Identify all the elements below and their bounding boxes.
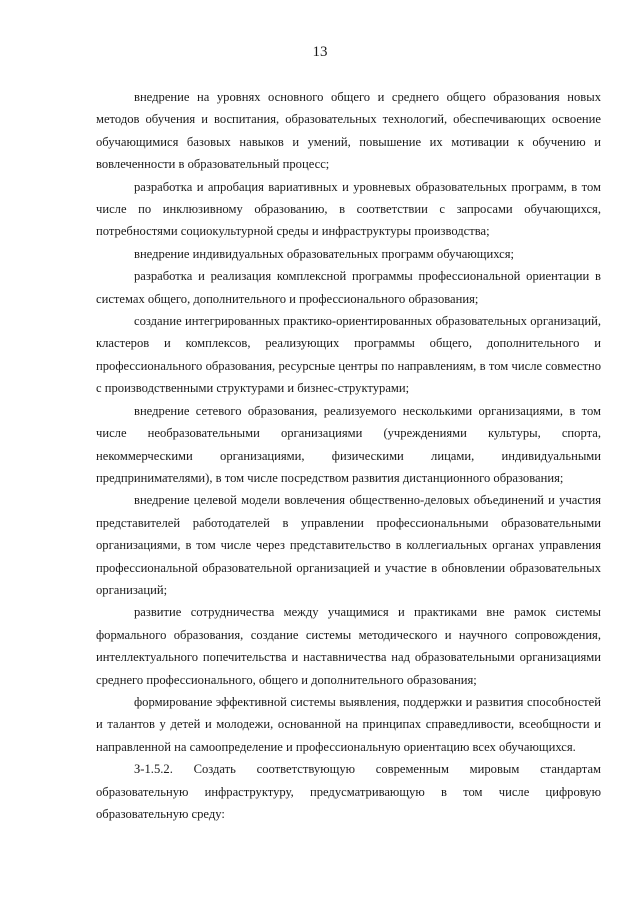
paragraph-7: внедрение целевой модели вовлечения общественно-деловых объединений и участия представителей работодателей в управлении профессиональными образовательными организациями, в том числе через представительство в коллегиальных органах управления профессиональной образовательной организацией и участие в обновлении образовательных организаций; xyxy=(96,493,601,597)
document-body xyxy=(96,86,601,825)
paragraph-10: З-1.5.2. Создать соответствующую современным мировым стандартам образовательную инфраструктуру, предусматривающую в том числе цифровую образовательную среду: xyxy=(96,762,601,821)
paragraph-2: разработка и апробация вариативных и уровневых образовательных программ, в том числе по инклюзивному образованию, в соответствии с запросами обучающихся, потребностями социокультурной среды и инфраструктуры производства; xyxy=(96,179,601,239)
paragraph-8: развитие сотрудничества между учащимися и практиками вне рамок системы формального образования, создание системы методического и научного сопровождения, интеллектуального попечительства и наставничества над образовательными организациями среднего профессионального, общего и дополнительного образования; xyxy=(96,605,601,687)
paragraph-9: формирование эффективной системы выявления, поддержки и развития способностей и талантов у детей и молодежи, основанной на принципах справедливости, всеобщности и направленной на самоопределение и профессиональную ориентацию всех обучающихся. xyxy=(96,694,601,754)
paragraph-3: внедрение индивидуальных образовательных программ обучающихся; xyxy=(134,246,515,261)
paragraph-1: внедрение на уровнях основного общего и среднего общего образования новых методов обучения и воспитания, образовательных технологий, обеспечивающих освоение обучающимися базовых навыков и умений, повышение их мотивации к обучению и вовлеченности в образовательный процесс; xyxy=(96,90,601,172)
paragraph-6: внедрение сетевого образования, реализуемого несколькими организациями, в том числе необразовательными организациями (учреждениями культуры, спорта, некоммерческими организациями, физическими лицами, индивидуальными предпринимателями), в том числе посредством развития дистанционного образования; xyxy=(96,403,601,485)
page-number: 13 xyxy=(312,44,328,60)
paragraph-4: разработка и реализация комплексной программы профессиональной ориентации в системах общего, дополнительного и профессионального образования; xyxy=(96,269,601,306)
paragraph-5: создание интегрированных практико-ориентированных образовательных организаций, кластеров и комплексов, реализующих программы общего, дополнительного и профессионального образования, ресурсные центры по направлениям, в том числе совместно с производственными структурами и бизнес-структурами; xyxy=(96,314,601,396)
